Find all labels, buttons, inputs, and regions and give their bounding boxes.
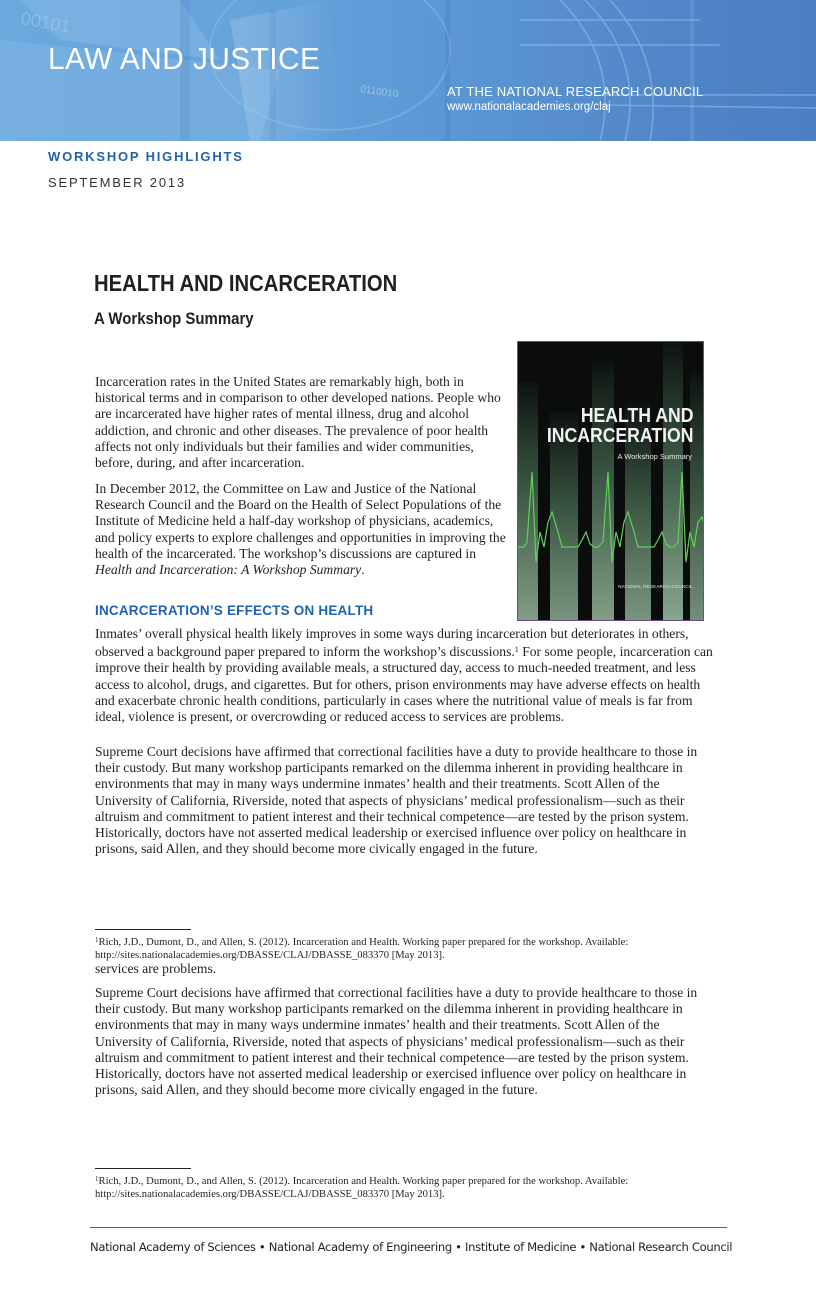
intro-paragraph: Incarceration rates in the United States are remarkably high, both in historical terms and in comparison to other developed nations. People who are incarcerated have higher rates of mental illness, drug and alcohol addiction, and chronic and other diseases. The prevalence of poor health affects not only individuals but their families and wider communities, before, during, and after incarceration. (95, 374, 501, 471)
footnote (95, 1173, 715, 1201)
body-paragraph-fragment: services are problems. (95, 961, 217, 976)
body-paragraph: Supreme Court decisions have affirmed that correctional facilities have a duty to provide healthcare to those in their custody. But many workshop participants remarked on the dilemma inherent in providing healthcare in environments that may in many ways undermine inmates’ health and their treatments. Scott Allen of the University of California, Riverside, noted that aspects of physicians’ medical professionalism—such as their altruism and commitment to patient interest and their technical competence—are tested by the prison system. Historically, doctors have not asserted medical leadership or exercised influence over policy on healthcare in prisons, said Allen, and they should become more civically engaged in the future. (95, 985, 698, 1098)
document-title: HEALTH AND INCARCERATION (94, 270, 398, 296)
report-title-reference: Health and Incarceration: A Workshop Summary (95, 562, 362, 578)
header-banner (0, 0, 816, 141)
svg-text:00101: 00101 (19, 8, 73, 37)
body-text: Inmates’ overall physical health likely improves in some ways during incarceration but deteriorates in others, observed a background paper prepared to inform the workshop’s discussions. (95, 626, 689, 660)
cover-subtitle: A Workshop Summary (617, 452, 692, 461)
cover-publisher: NATIONAL RESEARCH COUNCIL (618, 584, 693, 589)
intro-text-end: . (361, 562, 365, 578)
publication-date: SEPTEMBER 2013 (48, 175, 186, 190)
svg-text:0110010: 0110010 (359, 84, 399, 101)
footnote-text: Rich, J.D., Dumont, D., and Allen, S. (2012). Incarceration and Health. Working paper prepared for the workshop. Available: http://sites.nationalacademies.org/DBASSE/CLAJ/DBASSE_083370 [May 2013]. (95, 937, 629, 961)
intro-paragraph (95, 481, 507, 578)
section-heading: INCARCERATION’S EFFECTS ON HEALTH (95, 603, 374, 618)
footnote-marker: 1 (95, 1175, 99, 1183)
footnote (95, 934, 715, 962)
document-subtitle: A Workshop Summary (94, 309, 254, 328)
body-paragraph (95, 626, 713, 725)
intro-text: In December 2012, the Committee on Law and Justice of the National Research Council and the Board on the Health of Select Populations of the Institute of Medicine held a half-day workshop of physicians, academics, and policy experts to explore challenges and opportunities in improving the health of the incarcerated. The workshop’s discussions are captured in (95, 481, 506, 561)
series-label: WORKSHOP HIGHLIGHTS (48, 149, 244, 164)
cover-title-line1: HEALTH AND (580, 404, 693, 427)
program-url[interactable]: www.nationalacademies.org/claj (447, 101, 611, 113)
report-cover-image (517, 341, 704, 621)
footer-divider (90, 1227, 727, 1228)
footnote-divider (95, 1168, 191, 1169)
footnote-reference[interactable]: 1 (514, 645, 519, 655)
footnote-text: Rich, J.D., Dumont, D., and Allen, S. (2012). Incarceration and Health. Working paper prepared for the workshop. Available: http://sites.nationalacademies.org/DBASSE/CLAJ/DBASSE_083370 [May 2013]. (95, 1176, 629, 1200)
program-title: LAW AND JUSTICE (48, 41, 321, 76)
cover-title-line2: INCARCERATION (546, 424, 693, 447)
body-text: For some people, incarceration can improve their health by providing available meals, a structured day, access to much-needed treatment, and less access to alcohol, drugs, and cigarettes. But for others, prison environments may have adverse effects on health and exacerbate chronic health conditions, particularly in cases where the nutritional value of meals is far from ideal, violence is present, or overcrowding or reduced access to services are problems. (95, 644, 713, 725)
cover-artwork (518, 342, 704, 621)
footnote-divider (95, 929, 191, 930)
body-paragraph: Supreme Court decisions have affirmed that correctional facilities have a duty to provide healthcare to those in their custody. But many workshop participants remarked on the dilemma inherent in providing healthcare in environments that may in many ways undermine inmates’ health and their treatments. Scott Allen of the University of California, Riverside, noted that aspects of physicians’ medical professionalism—such as their altruism and commitment to patient interest and their technical competence—are tested by the prison system. Historically, doctors have not asserted medical leadership or exercised influence over policy on healthcare in prisons, said Allen, and they should become more civically engaged in the future. (95, 744, 698, 857)
footnote-marker: 1 (95, 936, 99, 944)
footer-institutions: National Academy of Sciences • National Academy of Engineering • Institute of Medicine • National Research Council (90, 1240, 733, 1254)
cover-title (546, 406, 693, 446)
program-subtitle: AT THE NATIONAL RESEARCH COUNCIL (447, 84, 704, 99)
